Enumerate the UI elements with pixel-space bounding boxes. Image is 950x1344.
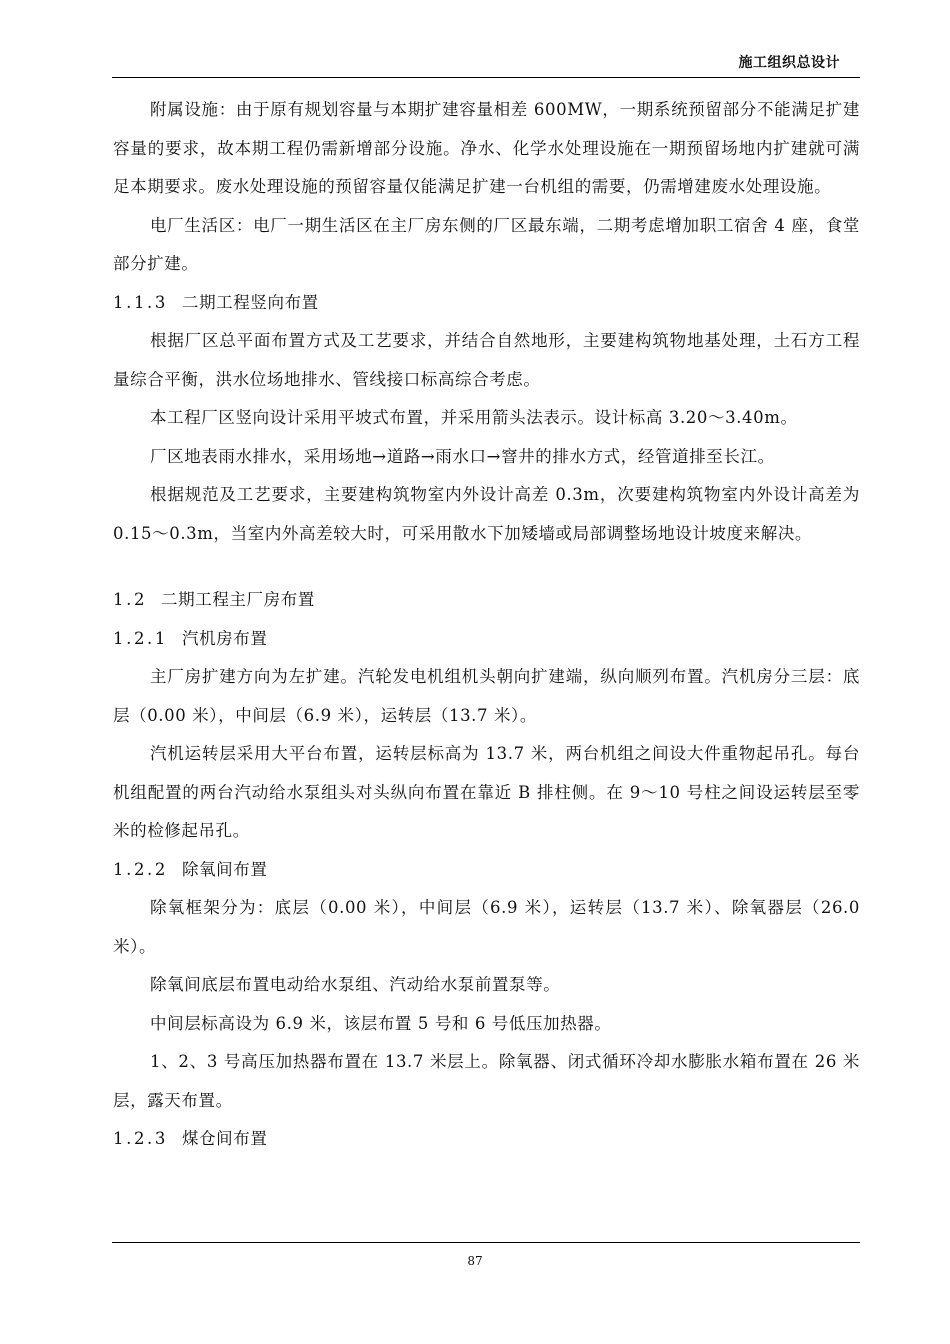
section-title: 煤仓间布置 [181, 1129, 268, 1148]
section-number: 1.2.3 [113, 1129, 168, 1148]
paragraph-deaerator-frame: 除氧框架分为：底层（0.00 米），中间层（6.9 米），运转层（13.7 米）、除氧器层（26.0 米）。 [113, 898, 860, 956]
section-number: 1.2 [113, 590, 148, 609]
paragraph-high-pressure-heaters: 1、2、3 号高压加热器布置在 13.7 米层上。除氧器、闭式循环冷却水膨胀水箱布置在 26 米层，露天布置。 [113, 1052, 860, 1110]
section-heading-1-1-3 [113, 284, 860, 323]
header-rule [112, 77, 860, 78]
paragraph-auxiliary-facilities: 附属设施：由于原有规划容量与本期扩建容量相差 600MW，一期系统预留部分不能满足扩建容量的要求，故本期工程仍需新增部分设施。净水、化学水处理设施在一期预留场地内扩建就可满足本期要求。废水处理设施的预留容量仅能满足扩建一台机组的需要，仍需增建废水处理设施。 [113, 100, 860, 196]
section-heading-1-2-3 [113, 1120, 860, 1159]
section-heading-1-2-1 [113, 620, 860, 659]
section-heading-1-2-2 [113, 851, 860, 890]
paragraph-vertical-layout-basis: 根据厂区总平面布置方式及工艺要求，并结合自然地形，主要建构筑物地基处理，土石方工程量综合平衡，洪水位场地排水、管线接口标高综合考虑。 [113, 331, 860, 389]
paragraph-turbine-floor: 汽机运转层采用大平台布置，运转层标高为 13.7 米，两台机组之间设大件重物起吊孔。每台机组配置的两台汽动给水泵组头对头纵向布置在靠近 B 排柱侧。在 9～10 号柱之间设运转层至零米的检修起吊孔。 [113, 744, 860, 840]
section-title: 二期工程主厂房布置 [161, 590, 315, 609]
section-title: 汽机房布置 [181, 628, 268, 648]
running-header-title: 施工组织总设计 [738, 55, 840, 71]
paragraph-main-building-layout: 主厂房扩建方向为左扩建。汽轮发电机组机头朝向扩建端，纵向顺列布置。汽机房分三层：底层（0.00 米），中间层（6.9 米），运转层（13.7 米）。 [113, 667, 860, 725]
section-title: 除氧间布置 [181, 859, 268, 879]
section-heading-1-2 [113, 581, 860, 620]
section-number: 1.1.3 [113, 292, 168, 312]
page-number: 87 [467, 1254, 483, 1268]
section-title: 二期工程竖向布置 [181, 292, 319, 312]
section-number: 1.2.1 [113, 628, 168, 648]
section-spacer [113, 553, 860, 581]
paragraph-middle-floor: 中间层标高设为 6.9 米，该层布置 5 号和 6 号低压加热器。 [150, 1013, 612, 1033]
paragraph-deaerator-ground-floor: 除氧间底层布置电动给水泵组、汽动给水泵前置泵等。 [150, 975, 561, 994]
paragraph-drainage: 厂区地表雨水排水，采用场地→道路→雨水口→窨井的排水方式，经管道排至长江。 [150, 446, 775, 466]
footer-rule [112, 1242, 860, 1243]
paragraph-height-difference: 根据规范及工艺要求，主要建构筑物室内外设计高差 0.3m，次要建构筑物室内外设计高差为 0.15～0.3m，当室内外高差较大时，可采用散水下加矮墙或局部调整场地设计坡度来解决。 [113, 485, 860, 543]
paragraph-living-area: 电厂生活区：电厂一期生活区在主厂房东侧的厂区最东端，二期考虑增加职工宿舍 4 座，食堂部分扩建。 [113, 215, 860, 273]
section-number: 1.2.2 [113, 859, 168, 879]
body-text [113, 91, 860, 1159]
paragraph-vertical-design: 本工程厂区竖向设计采用平坡式布置，并采用箭头法表示。设计标高 3.20～3.40m。 [150, 408, 798, 427]
